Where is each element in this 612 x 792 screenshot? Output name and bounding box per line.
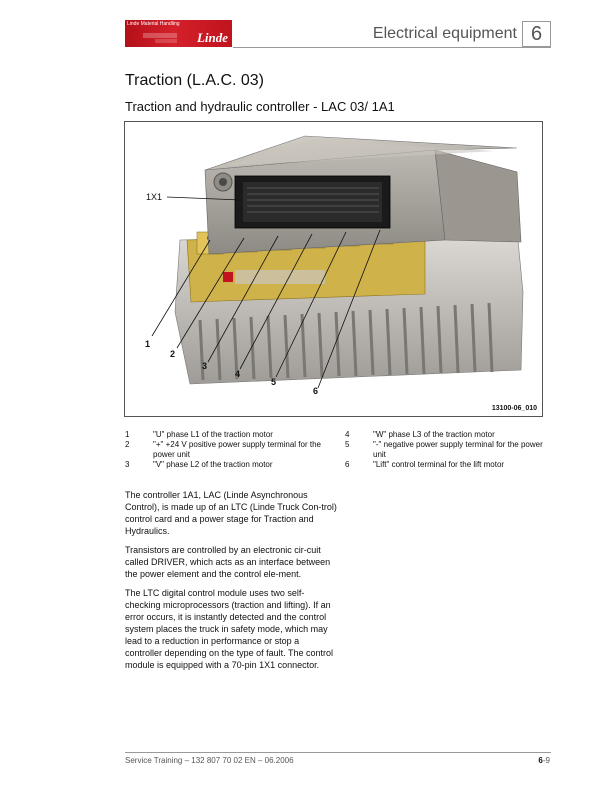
callout-5: 5 — [271, 377, 277, 387]
callout-4: 4 — [235, 369, 241, 379]
legend-number: 5 — [345, 440, 350, 449]
header-rule — [233, 47, 551, 48]
legend-text: "+" +24 V positive power supply terminal for the power unit — [153, 440, 321, 459]
connector-label: 1X1 — [146, 192, 163, 202]
callout-1: 1 — [145, 339, 151, 349]
controller-figure — [124, 121, 543, 417]
chapter-number: 6 — [522, 21, 551, 47]
callout-6: 6 — [313, 386, 319, 396]
legend-text: "Lift" control terminal for the lift motor — [373, 460, 505, 469]
footer-rule — [125, 752, 551, 753]
legend-item — [345, 430, 543, 440]
legend-number: 6 — [345, 460, 350, 469]
legend-number: 3 — [125, 460, 130, 469]
logo-brand-line: Linde Material Handling — [127, 21, 180, 27]
legend-text: "V" phase L2 of the traction motor — [153, 460, 273, 469]
body-text — [125, 489, 337, 678]
legend-item — [125, 430, 323, 440]
legend-text: "W" phase L3 of the traction motor — [373, 430, 495, 439]
legend-number: 4 — [345, 430, 350, 439]
legend-right — [345, 430, 543, 470]
figure-id: 13100-06_010 — [491, 405, 537, 412]
section-title: Electrical equipment — [372, 25, 517, 42]
logo-stripe — [155, 39, 177, 43]
page-number-page: -9 — [542, 756, 550, 765]
linde-logo — [125, 20, 232, 47]
footer-reference: Service Training – 132 807 70 02 EN – 06.2006 — [125, 756, 294, 765]
legend-number: 1 — [125, 430, 130, 439]
logo-stripe — [143, 33, 177, 38]
legend-text: "U" phase L1 of the traction motor — [153, 430, 273, 439]
legend-item — [345, 440, 543, 460]
page-number-chapter: 6 — [538, 756, 543, 765]
callout-3: 3 — [202, 361, 208, 371]
page-subtitle: Traction and hydraulic controller - LAC 03/ 1A1 — [125, 99, 395, 114]
legend-text: "-" negative power supply terminal for the power unit — [373, 440, 543, 459]
legend-item — [125, 460, 323, 470]
page-title: Traction (L.A.C. 03) — [125, 72, 265, 89]
page-number — [538, 756, 550, 765]
legend-number: 2 — [125, 440, 130, 449]
body-paragraph: Transistors are controlled by an electronic cir-cuit called DRIVER, which acts as an interface between the power element and the control ele-ment. — [125, 545, 331, 579]
legend-left — [125, 430, 323, 470]
callout-2: 2 — [170, 349, 176, 359]
legend-item — [345, 460, 543, 470]
logo-brand-name: Linde — [196, 30, 228, 45]
legend-item — [125, 440, 323, 460]
body-paragraph: The LTC digital control module uses two self-checking microprocessors (traction and lifting). If an error occurs, it is instantly detected and the control system places the truck in safety mode, which may lead to a reduction in performance or stop a controller depending on the type of fault. The control module is equipped with a 70-pin 1X1 connector. — [125, 588, 333, 670]
body-paragraph: The controller 1A1, LAC (Linde Asynchronous Control), is made up of an LTC (Linde Truck Con-trol) control card and a power stage for Traction and Hydraulics. — [125, 490, 337, 536]
controller-illustration — [125, 122, 542, 416]
